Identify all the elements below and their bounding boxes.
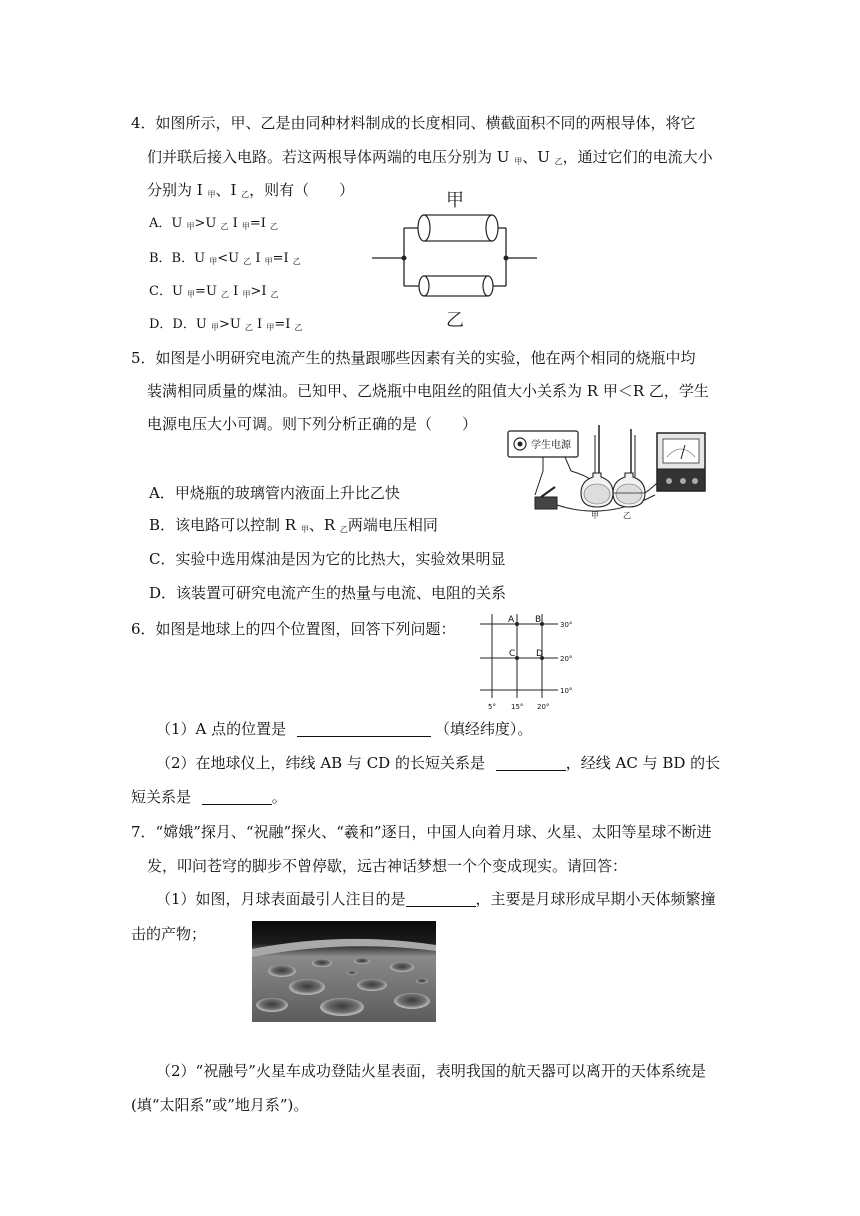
lon-label-20: 20°	[537, 703, 550, 711]
q4-line3: 分别为 I $_甲$、I $_乙$，则有（ ）	[147, 181, 355, 199]
q6-sub1: （1）A 点的位置是 （填经纬度）。	[156, 720, 533, 738]
q6-answer-blank-1[interactable]	[297, 720, 431, 737]
q7-answer-blank-1[interactable]	[406, 890, 476, 907]
power-supply-label: 学生电源	[531, 440, 571, 451]
fig-label-jia: 甲	[446, 190, 464, 211]
q7-line1: 7．“嫦娥”探月、“祝融”探火、“羲和”逐日，中国人向着月球、火星、太阳等星球不断进	[131, 823, 712, 841]
q4-option-a[interactable]: A．U $_甲$>U $_乙$ I $_甲$=I $_乙$	[149, 216, 279, 231]
lat-label-20: 20°	[560, 655, 573, 663]
q7-sub1-cont: 击的产物；	[131, 925, 207, 943]
q6-answer-blank-3[interactable]	[202, 788, 272, 805]
heating-experiment-diagram	[505, 425, 710, 525]
q4-option-c[interactable]: C．U $_甲$=U $_乙$ I $_甲$>I $_乙$	[149, 284, 279, 299]
q7-sub2-cont: (填“太阳系”或”地月系”)。	[131, 1096, 309, 1114]
point-a-label: A	[508, 615, 515, 625]
q7-sub1: （1）如图，月球表面最引人注目的是 ，主要是月球形成早期小天体频繁撞	[156, 890, 716, 908]
q5-option-a[interactable]: A．甲烧瓶的玻璃管内液面上升比乙快	[149, 484, 400, 502]
point-b-label: B	[535, 615, 542, 625]
q6-line1: 6．如图是地球上的四个位置图，回答下列问题：	[131, 620, 456, 638]
lat-label-10: 10°	[560, 687, 573, 695]
q5-line2: 装满相同质量的煤油。已知甲、乙烧瓶中电阻丝的阻值大小关系为 R 甲＜R 乙，学生	[147, 382, 709, 400]
moon-surface-photo	[252, 921, 436, 1022]
q4-line2: 们并联后接入电路。若这两根导体两端的电压分别为 U $_甲$、U $_乙$，通过它们的电流大小	[147, 148, 713, 166]
lon-label-5: 5°	[488, 703, 496, 711]
point-c-label: C	[509, 649, 516, 659]
lat-label-30: 30°	[560, 621, 573, 629]
q7-line2: 发，叩问苍穹的脚步不曾停歇，远古神话梦想一个个变成现实。请回答：	[147, 857, 628, 875]
q5-line1: 5．如图是小明研究电流产生的热量跟哪些因素有关的实验，他在两个相同的烧瓶中均	[131, 349, 696, 367]
q6-sub2: （2）在地球仪上，纬线 AB 与 CD 的长短关系是 ，经线 AC 与 BD 的长	[156, 754, 721, 772]
q6-answer-blank-2[interactable]	[496, 754, 566, 771]
q4-option-d[interactable]: D．D．U $_甲$>U $_乙$ I $_甲$=I $_乙$	[149, 317, 303, 332]
q4-line1: 4．如图所示，甲、乙是由同种材料制成的长度相同、横截面积不同的两根导体，将它	[131, 114, 696, 132]
q5-line3: 电源电压大小可调。则下列分析正确的是（ ）	[147, 415, 478, 433]
fig-label-yi: 乙	[446, 310, 464, 331]
q5-option-c[interactable]: C．实验中选用煤油是因为它的比热大，实验效果明显	[149, 550, 506, 568]
q5-option-b[interactable]: B．该电路可以控制 R $_甲$、R $_乙$两端电压相同	[149, 516, 438, 534]
parallel-conductors-diagram	[370, 186, 540, 332]
lat-lon-grid-diagram	[470, 610, 585, 714]
lon-label-15: 15°	[511, 703, 524, 711]
flask-label-jia: 甲	[591, 511, 599, 520]
q6-sub2-cont: 短关系是 。	[131, 788, 287, 806]
q4-option-b[interactable]: B．B．U $_甲$<U $_乙$ I $_甲$=I $_乙$	[149, 251, 301, 266]
flask-label-yi: 乙	[623, 511, 631, 520]
q5-option-d[interactable]: D．该装置可研究电流产生的热量与电流、电阻的关系	[149, 584, 507, 602]
q7-sub2: （2）“祝融号”火星车成功登陆火星表面，表明我国的航天器可以离开的天体系统是	[156, 1062, 706, 1080]
point-d-label: D	[536, 649, 543, 659]
